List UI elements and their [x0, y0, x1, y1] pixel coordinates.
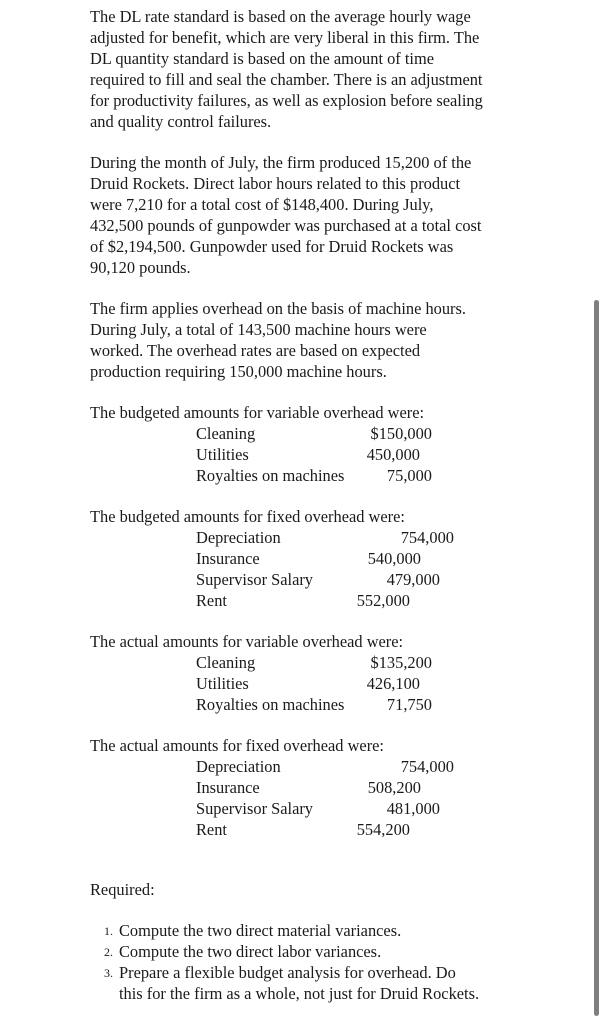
row-amount: $150,000	[370, 424, 432, 443]
row-amount: 554,200	[356, 820, 410, 839]
actual-variable-table	[196, 652, 476, 715]
row-label: Utilities	[196, 445, 249, 464]
budgeted-fixed-table	[196, 527, 476, 611]
text-line: During July, a total of 143,500 machine hours were	[90, 320, 427, 339]
table-row	[196, 819, 476, 840]
row-label: Rent	[196, 591, 227, 610]
row-amount: 71,750	[386, 695, 432, 714]
vertical-scrollbar[interactable]	[594, 300, 599, 1016]
row-amount: 508,200	[367, 778, 421, 797]
row-amount: $135,200	[370, 653, 432, 672]
row-amount: 754,000	[400, 528, 454, 547]
table-row	[196, 423, 476, 444]
text-line: DL quantity standard is based on the amount of time	[90, 49, 434, 68]
row-amount: 426,100	[366, 674, 420, 693]
list-text: this for the firm as a whole, not just for Druid Rockets.	[119, 984, 480, 1003]
budgeted-variable-heading: The budgeted amounts for variable overhead were:	[90, 403, 425, 422]
actual-variable-heading: The actual amounts for variable overhead were:	[90, 632, 404, 651]
text-line: and quality control failures.	[90, 112, 272, 131]
text-line: production requiring 150,000 machine hours.	[90, 362, 387, 381]
table-row	[196, 548, 476, 569]
table-row	[196, 673, 476, 694]
row-label: Insurance	[196, 778, 260, 797]
table-row	[196, 569, 476, 590]
table-row	[196, 756, 476, 777]
row-label: Utilities	[196, 674, 249, 693]
row-label: Depreciation	[196, 528, 281, 547]
budgeted-variable-table	[196, 423, 476, 486]
list-text: Compute the two direct material variances.	[119, 921, 402, 940]
table-row	[196, 652, 476, 673]
row-amount: 450,000	[366, 445, 420, 464]
list-number: 2.	[104, 945, 113, 959]
list-item	[104, 920, 544, 941]
table-row	[196, 777, 476, 798]
table-row	[196, 798, 476, 819]
text-line: required to fill and seal the chamber. There is an adjustment	[90, 70, 483, 89]
text-line: 432,500 pounds of gunpowder was purchased at a total cost	[90, 216, 482, 235]
row-label: Royalties on machines	[196, 695, 345, 714]
text-line: During the month of July, the firm produced 15,200 of the	[90, 153, 472, 172]
required-list	[104, 920, 544, 1004]
list-number: 3.	[104, 966, 113, 980]
row-label: Insurance	[196, 549, 260, 568]
list-item	[104, 962, 544, 1004]
row-label: Rent	[196, 820, 227, 839]
text-line: The DL rate standard is based on the average hourly wage	[90, 7, 471, 26]
row-label: Supervisor Salary	[196, 799, 313, 818]
row-label: Royalties on machines	[196, 466, 345, 485]
row-label: Depreciation	[196, 757, 281, 776]
row-label: Supervisor Salary	[196, 570, 313, 589]
budgeted-fixed-heading: The budgeted amounts for fixed overhead were:	[90, 507, 405, 526]
list-item	[104, 941, 544, 962]
text-line: worked. The overhead rates are based on expected	[90, 341, 421, 360]
table-row	[196, 590, 476, 611]
actual-fixed-table	[196, 756, 476, 840]
text-line: Druid Rockets. Direct labor hours related to this product	[90, 174, 461, 193]
row-label: Cleaning	[196, 424, 256, 443]
actual-fixed-heading: The actual amounts for fixed overhead were:	[90, 736, 384, 755]
paragraph-dl-standards	[90, 6, 530, 132]
row-amount: 540,000	[367, 549, 421, 568]
text-line: 90,120 pounds.	[90, 258, 191, 277]
text-line: were 7,210 for a total cost of $148,400. During July,	[90, 195, 434, 214]
required-heading: Required:	[90, 880, 155, 899]
row-amount: 75,000	[386, 466, 432, 485]
list-number: 1.	[104, 924, 113, 938]
table-row	[196, 694, 476, 715]
text-line: for productivity failures, as well as explosion before sealing	[90, 91, 483, 110]
row-amount: 481,000	[386, 799, 440, 818]
text-line: of $2,194,500. Gunpowder used for Druid Rockets was	[90, 237, 454, 256]
text-line: adjusted for benefit, which are very liberal in this firm. The	[90, 28, 480, 47]
row-label: Cleaning	[196, 653, 256, 672]
paragraph-july-production	[90, 152, 530, 278]
table-row	[196, 465, 476, 486]
row-amount: 479,000	[386, 570, 440, 589]
table-row	[196, 527, 476, 548]
list-text: Prepare a flexible budget analysis for overhead. Do	[119, 963, 456, 982]
row-amount: 754,000	[400, 757, 454, 776]
paragraph-overhead-basis	[90, 298, 530, 382]
list-text: Compute the two direct labor variances.	[119, 942, 382, 961]
text-line: The firm applies overhead on the basis of machine hours.	[90, 299, 466, 318]
table-row	[196, 444, 476, 465]
row-amount: 552,000	[356, 591, 410, 610]
